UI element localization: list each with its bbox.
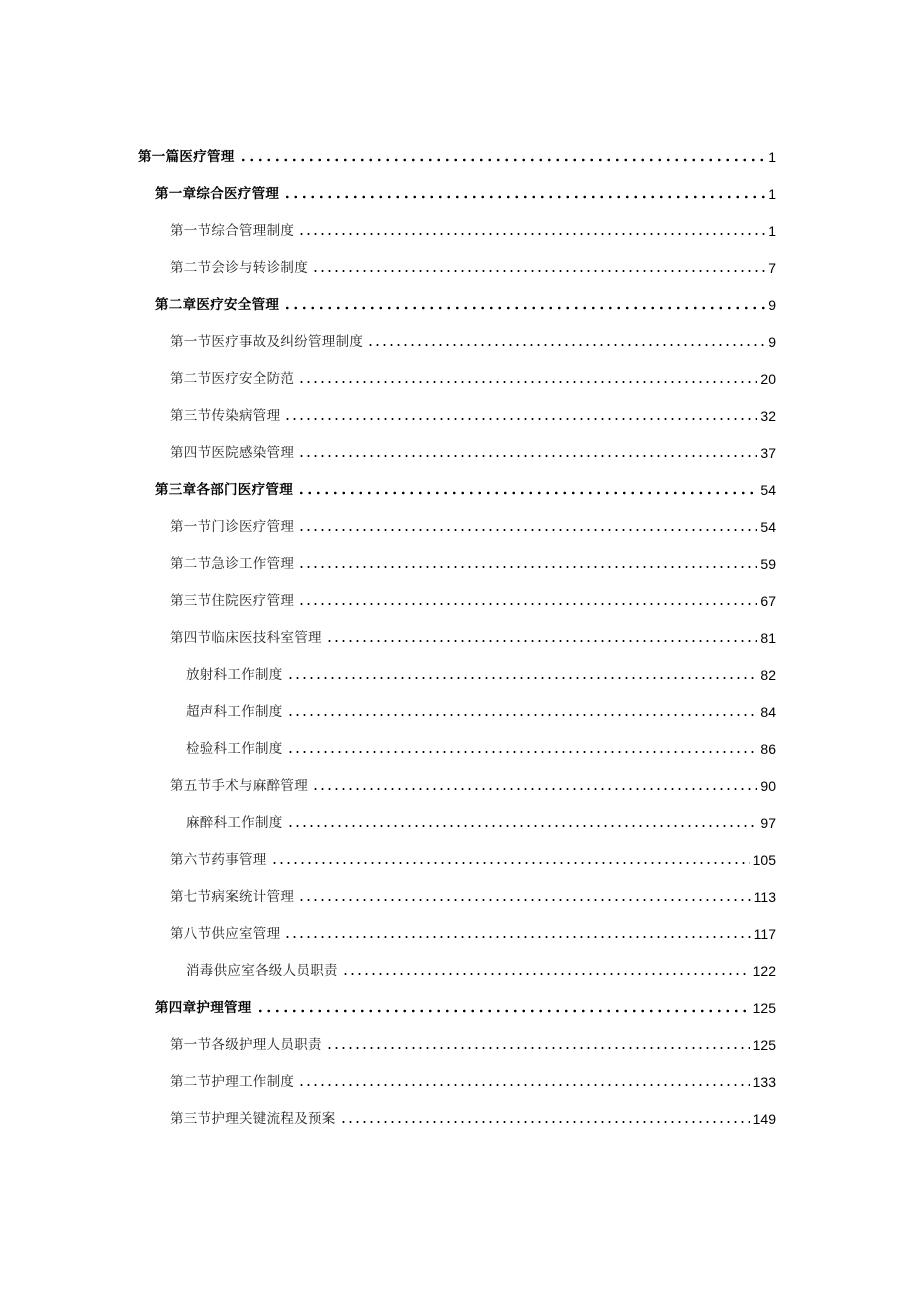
toc-page-number: 54 [760,482,776,498]
toc-dot-leader [326,639,758,643]
toc-entry-title: 第四章护理管理 [155,1000,252,1016]
toc-dot-leader [298,528,757,532]
toc-page-number: 1 [768,186,776,202]
toc-page-number: 117 [753,926,776,942]
toc-page-number: 67 [760,593,776,609]
toc-entry-title: 第二节医疗安全防范 [170,371,295,387]
toc-entry-title: 第一节门诊医疗管理 [170,519,295,535]
toc-dot-leader [298,380,757,384]
toc-entry[interactable] [170,919,776,943]
toc-page-number: 1 [768,149,776,165]
toc-entry[interactable] [186,697,776,721]
toc-entry-title: 第六节药事管理 [170,852,267,868]
toc-entry-title: 第一章综合医疗管理 [155,186,280,202]
toc-entry-title: 第三节传染病管理 [170,408,281,424]
toc-entry-title: 第五节手术与麻醉管理 [170,778,308,794]
toc-entry[interactable] [186,956,776,980]
toc-entry-title: 超声科工作制度 [186,704,283,720]
toc-entry-title: 消毒供应室各级人员职责 [186,963,338,979]
toc-dot-leader [312,787,757,791]
toc-page-number: 32 [760,408,776,424]
toc-entry[interactable] [170,512,776,536]
toc-entry[interactable] [170,586,776,610]
toc-page-number: 149 [752,1111,776,1127]
toc-dot-leader [283,195,765,199]
toc-entry[interactable] [155,475,776,499]
toc-page-number: 90 [760,778,776,794]
toc-entry[interactable] [186,734,776,758]
toc-entry[interactable] [170,438,776,462]
toc-entry[interactable] [170,845,776,869]
toc-page-number: 125 [752,1037,776,1053]
toc-entry[interactable] [170,623,776,647]
toc-dot-leader [298,898,750,902]
toc-dot-leader [287,676,758,680]
toc-entry-title: 第三章各部门医疗管理 [155,482,293,498]
toc-entry[interactable] [155,290,776,314]
toc-page-number: 54 [760,519,776,535]
toc-dot-leader [326,1046,750,1050]
toc-entry[interactable] [155,179,776,203]
toc-page-number: 122 [752,963,776,979]
toc-entry-title: 第一篇医疗管理 [138,149,235,165]
toc-entry[interactable] [186,808,776,832]
toc-page-number: 113 [753,889,776,905]
toc-page-number: 7 [768,260,776,276]
toc-dot-leader [342,972,750,976]
toc-entry[interactable] [170,327,776,351]
toc-page-number: 125 [752,1000,776,1016]
toc-entry-title: 第三节住院医疗管理 [170,593,295,609]
toc-entry-title: 检验科工作制度 [186,741,283,757]
toc-entry[interactable] [170,1030,776,1054]
toc-entry[interactable] [170,401,776,425]
toc-page-number: 81 [760,630,776,646]
toc-entry-title: 第一节医疗事故及纠纷管理制度 [170,334,364,350]
toc-entry[interactable] [170,549,776,573]
toc-dot-leader [284,417,757,421]
toc-page-number: 105 [752,852,776,868]
toc-dot-leader [298,454,757,458]
toc-entry[interactable] [170,1104,776,1128]
toc-dot-leader [340,1120,750,1124]
toc-entry[interactable] [170,882,776,906]
toc-page-number: 9 [768,334,776,350]
toc-page-number: 86 [760,741,776,757]
toc-entry-title: 第四节医院感染管理 [170,445,295,461]
toc-page-number: 82 [760,667,776,683]
toc-page-number: 59 [760,556,776,572]
toc-entry-title: 第二章医疗安全管理 [155,297,280,313]
toc-dot-leader [284,935,750,939]
toc-entry-title: 第七节病案统计管理 [170,889,295,905]
toc-dot-leader [271,861,750,865]
toc-entry[interactable] [155,993,776,1017]
toc-page-number: 84 [760,704,776,720]
toc-dot-leader [367,343,765,347]
toc-dot-leader [298,602,757,606]
toc-entry-title: 第三节护理关键流程及预案 [170,1111,336,1127]
toc-entry-title: 第一节综合管理制度 [170,223,295,239]
toc-dot-leader [283,306,765,310]
toc-page-number: 20 [760,371,776,387]
toc-dot-leader [297,491,757,495]
toc-entry[interactable] [170,364,776,388]
toc-dot-leader [256,1009,750,1013]
toc-entry[interactable] [170,771,776,795]
toc-entry-title: 第二节急诊工作管理 [170,556,295,572]
toc-page-number: 133 [752,1074,776,1090]
toc-page-number: 97 [760,815,776,831]
toc-entry-title: 第八节供应室管理 [170,926,281,942]
toc-page-number: 37 [760,445,776,461]
toc-dot-leader [298,1083,749,1087]
toc-entry-title: 第二节会诊与转诊制度 [170,260,308,276]
toc-entry[interactable] [186,660,776,684]
toc-dot-leader [239,158,766,162]
toc-page-number: 1 [768,223,776,239]
toc-entry-title: 麻醉科工作制度 [186,815,283,831]
toc-entry-title: 第一节各级护理人员职责 [170,1037,322,1053]
toc-dot-leader [287,713,758,717]
toc-dot-leader [287,750,758,754]
toc-dot-leader [287,824,758,828]
toc-dot-leader [298,565,757,569]
toc-entry-title: 第二节护理工作制度 [170,1074,295,1090]
toc-entry[interactable] [170,1067,776,1091]
toc-entry[interactable] [170,216,776,240]
toc-page-number: 9 [768,297,776,313]
toc-dot-leader [298,232,765,236]
toc-dot-leader [312,269,765,273]
toc-entry-title: 第四节临床医技科室管理 [170,630,322,646]
toc-entry[interactable] [170,253,776,277]
toc-entry[interactable] [138,142,776,166]
toc-entry-title: 放射科工作制度 [186,667,283,683]
